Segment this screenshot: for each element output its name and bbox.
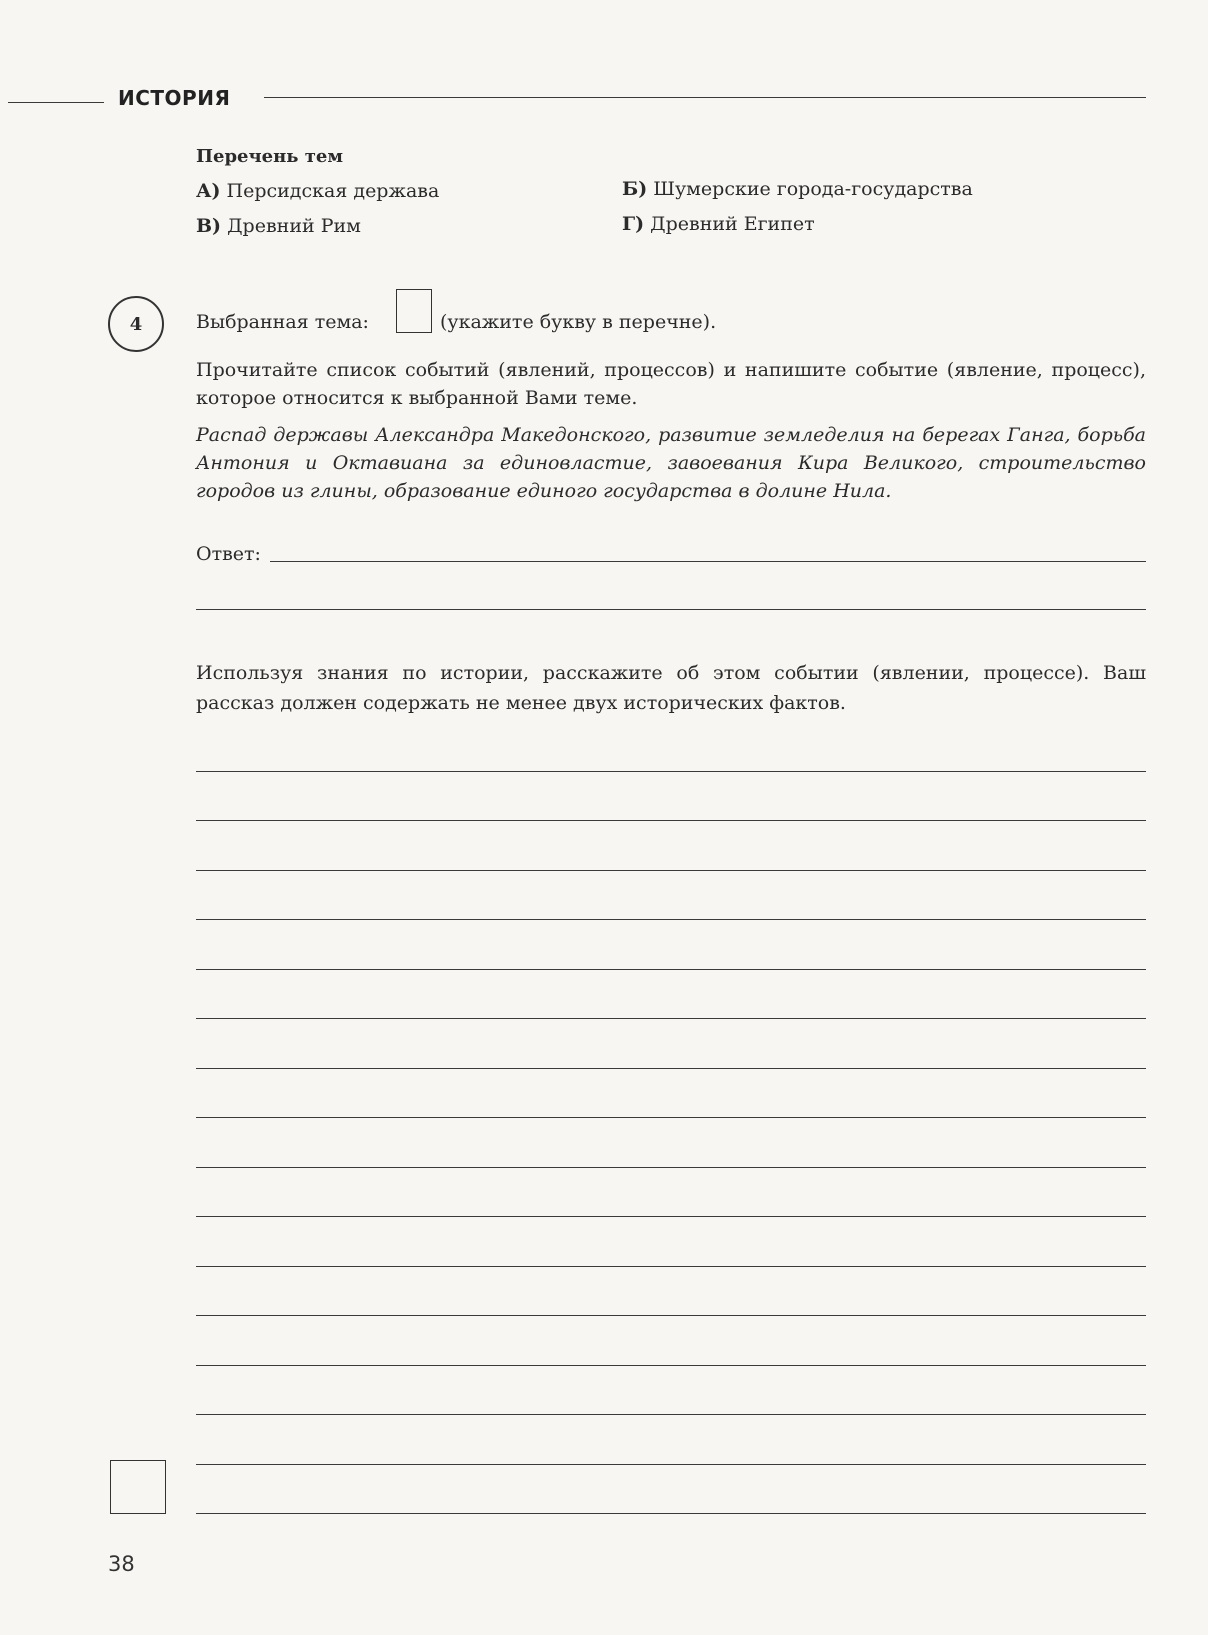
topic-item-a	[196, 178, 439, 205]
writing-line[interactable]	[196, 870, 1146, 871]
story-instruction: Используя знания по истории, расскажите об этом событии (явлении, процессе). Ваш рассказ должен содержать не менее двух исторических фактов.	[196, 662, 1146, 714]
writing-line[interactable]	[196, 919, 1146, 920]
topic-letter: Г)	[622, 213, 645, 235]
topic-item-v	[196, 213, 361, 240]
task-instruction: Прочитайте список событий (явлений, процессов) и напишите событие (явление, процесс), которое относится к выбранной Вами теме.	[196, 359, 1146, 409]
writing-line[interactable]	[196, 1365, 1146, 1366]
events-list: Распад державы Александра Македонского, развитие земледелия на берегах Ганга, борьба Антония и Октавиана за единовластие, завоевания Кира Великого, строительство городов из глины, образование единого государства в долине Нила.	[196, 424, 1146, 502]
chosen-topic-hint: (укажите букву в перечне).	[440, 311, 717, 333]
section-title: ИСТОРИЯ	[118, 86, 231, 110]
task-number-badge: 4	[108, 296, 164, 352]
topic-label: Шумерские города-государства	[653, 178, 973, 200]
answer-line-1[interactable]	[270, 561, 1146, 562]
writing-line[interactable]	[196, 1315, 1146, 1316]
topic-letter: В)	[196, 215, 222, 237]
writing-line[interactable]	[196, 1464, 1146, 1465]
writing-line[interactable]	[196, 771, 1146, 772]
page-number: 38	[108, 1552, 135, 1576]
writing-line[interactable]	[196, 1414, 1146, 1415]
topic-list-heading: Перечень тем	[196, 146, 344, 167]
answer-line-2[interactable]	[196, 609, 1146, 610]
writing-line[interactable]	[196, 1018, 1146, 1019]
writing-line[interactable]	[196, 1266, 1146, 1267]
writing-line[interactable]	[196, 1117, 1146, 1118]
writing-line[interactable]	[196, 1068, 1146, 1069]
topic-label: Древний Египет	[650, 213, 815, 235]
topic-item-g	[622, 211, 815, 238]
writing-line[interactable]	[196, 969, 1146, 970]
header-rule-left	[8, 102, 104, 103]
topic-label: Персидская держава	[226, 180, 440, 202]
writing-line[interactable]	[196, 1513, 1146, 1514]
writing-line[interactable]	[196, 1167, 1146, 1168]
chosen-topic-box[interactable]	[396, 289, 432, 333]
header-rule-right	[264, 97, 1146, 98]
writing-line[interactable]	[196, 820, 1146, 821]
topic-letter: Б)	[622, 178, 648, 200]
topic-item-b	[622, 176, 973, 203]
writing-line[interactable]	[196, 1216, 1146, 1217]
topic-letter: А)	[196, 180, 221, 202]
chosen-topic-label: Выбранная тема:	[196, 311, 369, 333]
score-box[interactable]	[110, 1460, 166, 1514]
answer-label: Ответ:	[196, 543, 261, 565]
topic-label: Древний Рим	[227, 215, 361, 237]
